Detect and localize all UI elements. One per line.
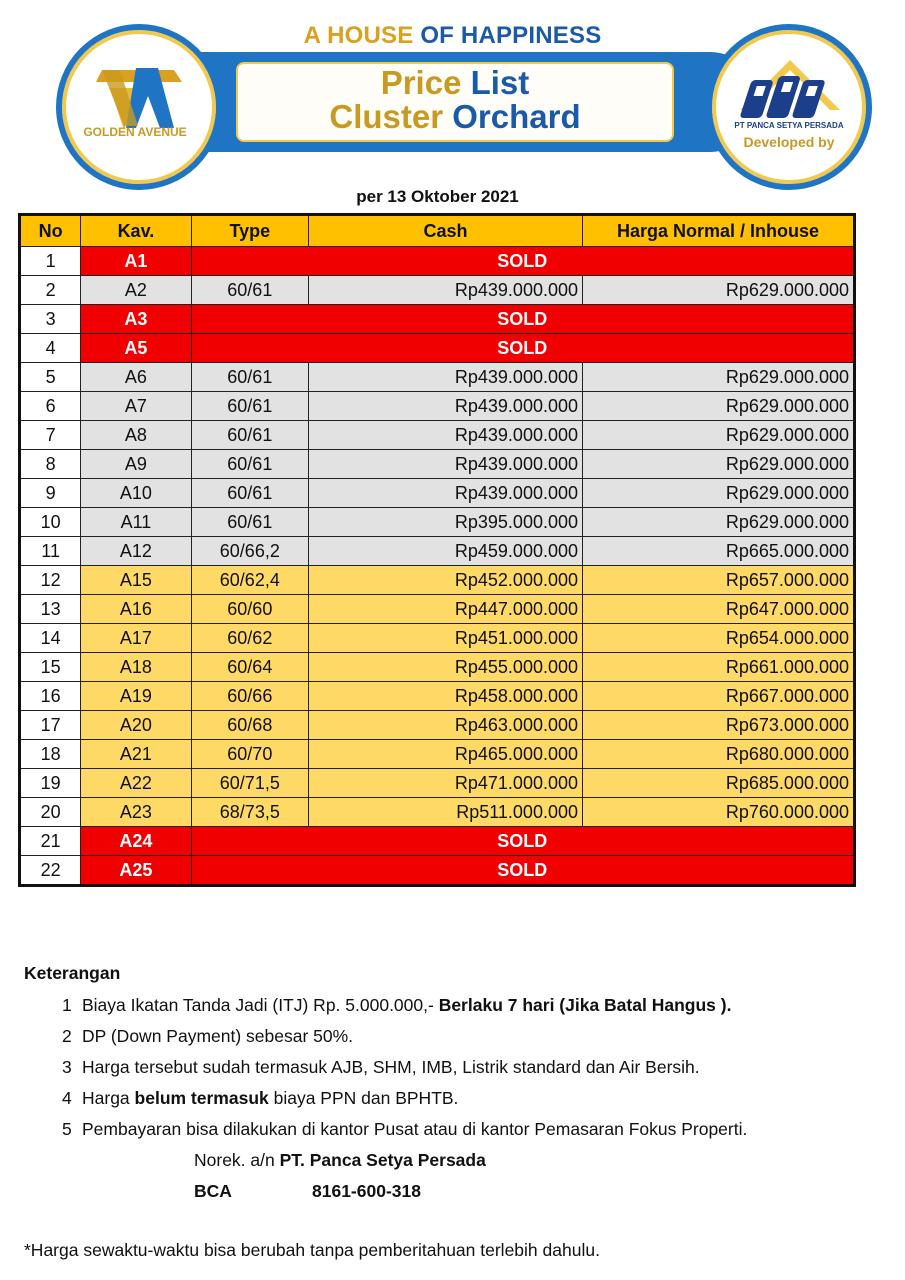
cell-cash-price: Rp439.000.000 — [309, 479, 583, 508]
table-row — [20, 334, 855, 363]
table-row — [20, 537, 855, 566]
cell-cash-price: Rp455.000.000 — [309, 653, 583, 682]
cell-cash-price: Rp471.000.000 — [309, 769, 583, 798]
account-line — [194, 1145, 894, 1176]
cell-kav: A10 — [81, 479, 191, 508]
bank-number: 8161-600-318 — [312, 1181, 421, 1201]
header-kav: Kav. — [81, 215, 191, 247]
notes-title: Keterangan — [24, 963, 121, 983]
note-item — [62, 1083, 894, 1114]
cell-normal-price: Rp685.000.000 — [583, 769, 855, 798]
cell-kav: A15 — [81, 566, 191, 595]
cell-normal-price: Rp629.000.000 — [583, 363, 855, 392]
footnote: *Harga sewaktu-waktu bisa berubah tanpa pemberitahuan terlebih dahulu. — [24, 1240, 600, 1260]
table-row — [20, 421, 855, 450]
cell-kav: A5 — [81, 334, 191, 363]
cell-no: 10 — [20, 508, 81, 537]
cell-kav: A9 — [81, 450, 191, 479]
cell-kav: A23 — [81, 798, 191, 827]
cell-type: 60/60 — [191, 595, 308, 624]
table-row — [20, 392, 855, 421]
table-row — [20, 566, 855, 595]
right-logo-caption: Developed by — [743, 134, 835, 150]
cell-kav: A17 — [81, 624, 191, 653]
bank-name: BCA — [194, 1181, 232, 1201]
cell-cash-price: Rp439.000.000 — [309, 276, 583, 305]
table-row — [20, 798, 855, 827]
note-item — [62, 1052, 894, 1083]
right-logo-company: PT PANCA SETYA PERSADA — [734, 121, 844, 130]
cell-type: 60/62 — [191, 624, 308, 653]
account-prefix: Norek. a/n — [194, 1150, 280, 1170]
cell-no: 18 — [20, 740, 81, 769]
cell-cash-price: Rp439.000.000 — [309, 450, 583, 479]
cell-normal-price: Rp647.000.000 — [583, 595, 855, 624]
note-number: 5 — [62, 1119, 72, 1139]
note-item — [62, 1021, 894, 1052]
cell-no: 5 — [20, 363, 81, 392]
title-word-orchard: Orchard — [452, 98, 581, 135]
golden-avenue-logo — [56, 24, 222, 190]
cell-kav: A7 — [81, 392, 191, 421]
cell-type: 60/66 — [191, 682, 308, 711]
title-word-cluster: Cluster — [329, 98, 444, 135]
cell-kav: A12 — [81, 537, 191, 566]
cell-cash-price: Rp439.000.000 — [309, 392, 583, 421]
header-type: Type — [191, 215, 308, 247]
cell-cash-price: Rp452.000.000 — [309, 566, 583, 595]
cell-normal-price: Rp629.000.000 — [583, 392, 855, 421]
cell-kav: A16 — [81, 595, 191, 624]
cell-type: 60/64 — [191, 653, 308, 682]
note-text-bold: Berlaku 7 hari (Jika Batal Hangus ). — [438, 995, 732, 1015]
note-text: DP (Down Payment) sebesar 50%. — [82, 1026, 354, 1046]
cell-kav: A6 — [81, 363, 191, 392]
note-number: 1 — [62, 995, 72, 1015]
tagline-part1: A HOUSE — [303, 22, 414, 49]
cell-type: 60/61 — [191, 450, 308, 479]
sold-badge: SOLD — [191, 827, 854, 856]
cell-kav: A2 — [81, 276, 191, 305]
note-text: Biaya Ikatan Tanda Jadi (ITJ) Rp. 5.000.000,- — [82, 995, 439, 1015]
header-normal-price: Harga Normal / Inhouse — [583, 215, 855, 247]
cell-cash-price: Rp465.000.000 — [309, 740, 583, 769]
golden-avenue-emblem-icon — [62, 30, 216, 184]
cell-no: 17 — [20, 711, 81, 740]
table-row — [20, 769, 855, 798]
table-row — [20, 450, 855, 479]
note-number: 2 — [62, 1026, 72, 1046]
cell-normal-price: Rp629.000.000 — [583, 450, 855, 479]
cell-no: 11 — [20, 537, 81, 566]
title-word-list: List — [470, 64, 530, 101]
note-text: Harga — [82, 1088, 135, 1108]
cell-normal-price: Rp629.000.000 — [583, 479, 855, 508]
sold-badge: SOLD — [191, 305, 854, 334]
cell-cash-price: Rp439.000.000 — [309, 363, 583, 392]
cell-type: 60/61 — [191, 479, 308, 508]
table-row — [20, 247, 855, 276]
psp-emblem-icon — [712, 30, 866, 184]
cell-kav: A1 — [81, 247, 191, 276]
cell-no: 9 — [20, 479, 81, 508]
cell-normal-price: Rp629.000.000 — [583, 276, 855, 305]
table-row — [20, 276, 855, 305]
note-item — [62, 1114, 894, 1145]
cell-type: 60/66,2 — [191, 537, 308, 566]
header-no: No — [20, 215, 81, 247]
price-date: per 13 Oktober 2021 — [356, 187, 519, 206]
cell-no: 1 — [20, 247, 81, 276]
cell-no: 16 — [20, 682, 81, 711]
sold-badge: SOLD — [191, 856, 854, 886]
cell-kav: A18 — [81, 653, 191, 682]
cell-kav: A25 — [81, 856, 191, 886]
table-row — [20, 856, 855, 886]
note-text: Pembayaran bisa dilakukan di kantor Pusat atau di kantor Pemasaran Fokus Properti. — [82, 1119, 748, 1139]
cell-cash-price: Rp459.000.000 — [309, 537, 583, 566]
tagline-part2: OF HAPPINESS — [420, 22, 602, 49]
cell-no: 22 — [20, 856, 81, 886]
cell-normal-price: Rp629.000.000 — [583, 508, 855, 537]
cell-cash-price: Rp511.000.000 — [309, 798, 583, 827]
table-body — [20, 247, 855, 886]
cell-normal-price: Rp680.000.000 — [583, 740, 855, 769]
table-row — [20, 305, 855, 334]
cell-type: 68/73,5 — [191, 798, 308, 827]
table-row — [20, 653, 855, 682]
cell-no: 6 — [20, 392, 81, 421]
cell-no: 14 — [20, 624, 81, 653]
cell-type: 60/61 — [191, 276, 308, 305]
cell-no: 21 — [20, 827, 81, 856]
cell-no: 7 — [20, 421, 81, 450]
table-row — [20, 827, 855, 856]
cell-cash-price: Rp447.000.000 — [309, 595, 583, 624]
cell-type: 60/61 — [191, 421, 308, 450]
cell-type: 60/61 — [191, 508, 308, 537]
page-title — [236, 66, 674, 134]
cell-cash-price: Rp395.000.000 — [309, 508, 583, 537]
table-row — [20, 363, 855, 392]
table-row — [20, 682, 855, 711]
cell-no: 19 — [20, 769, 81, 798]
cell-normal-price: Rp661.000.000 — [583, 653, 855, 682]
cell-no: 3 — [20, 305, 81, 334]
note-item — [62, 990, 894, 1021]
cell-cash-price: Rp458.000.000 — [309, 682, 583, 711]
note-number: 3 — [62, 1057, 72, 1077]
cell-kav: A11 — [81, 508, 191, 537]
cell-kav: A20 — [81, 711, 191, 740]
price-table — [18, 213, 856, 887]
cell-no: 20 — [20, 798, 81, 827]
note-text-bold: belum termasuk — [134, 1088, 269, 1108]
table-row — [20, 740, 855, 769]
note-text: Harga tersebut sudah termasuk AJB, SHM, IMB, Listrik standard dan Air Bersih. — [82, 1057, 700, 1077]
header — [0, 0, 905, 190]
cell-type: 60/61 — [191, 363, 308, 392]
cell-normal-price: Rp657.000.000 — [583, 566, 855, 595]
cell-no: 4 — [20, 334, 81, 363]
notes-list — [24, 990, 894, 1145]
table-row — [20, 711, 855, 740]
header-cash: Cash — [309, 215, 583, 247]
cell-normal-price: Rp760.000.000 — [583, 798, 855, 827]
cell-normal-price: Rp673.000.000 — [583, 711, 855, 740]
cell-type: 60/62,4 — [191, 566, 308, 595]
cell-normal-price: Rp667.000.000 — [583, 682, 855, 711]
cell-normal-price: Rp665.000.000 — [583, 537, 855, 566]
cell-kav: A22 — [81, 769, 191, 798]
note-text: biaya PPN dan BPHTB. — [268, 1088, 459, 1108]
title-word-price: Price — [380, 64, 462, 101]
sold-badge: SOLD — [191, 247, 854, 276]
cell-cash-price: Rp439.000.000 — [309, 421, 583, 450]
left-logo-text: GOLDEN AVENUE — [83, 125, 187, 139]
cell-kav: A8 — [81, 421, 191, 450]
table-row — [20, 479, 855, 508]
bank-line — [194, 1176, 894, 1207]
table-header-row — [20, 215, 855, 247]
cell-normal-price: Rp629.000.000 — [583, 421, 855, 450]
cell-kav: A3 — [81, 305, 191, 334]
table-row — [20, 508, 855, 537]
cell-kav: A21 — [81, 740, 191, 769]
cell-no: 15 — [20, 653, 81, 682]
cell-cash-price: Rp451.000.000 — [309, 624, 583, 653]
account-name: PT. Panca Setya Persada — [279, 1150, 486, 1170]
cell-type: 60/70 — [191, 740, 308, 769]
sold-badge: SOLD — [191, 334, 854, 363]
table-row — [20, 624, 855, 653]
cell-no: 8 — [20, 450, 81, 479]
cell-cash-price: Rp463.000.000 — [309, 711, 583, 740]
cell-no: 2 — [20, 276, 81, 305]
notes-section — [24, 963, 894, 1207]
cell-no: 13 — [20, 595, 81, 624]
table-row — [20, 595, 855, 624]
cell-type: 60/68 — [191, 711, 308, 740]
cell-kav: A19 — [81, 682, 191, 711]
cell-normal-price: Rp654.000.000 — [583, 624, 855, 653]
panca-setya-persada-logo — [706, 24, 872, 190]
note-number: 4 — [62, 1088, 72, 1108]
cell-no: 12 — [20, 566, 81, 595]
cell-type: 60/71,5 — [191, 769, 308, 798]
cell-type: 60/61 — [191, 392, 308, 421]
cell-kav: A24 — [81, 827, 191, 856]
